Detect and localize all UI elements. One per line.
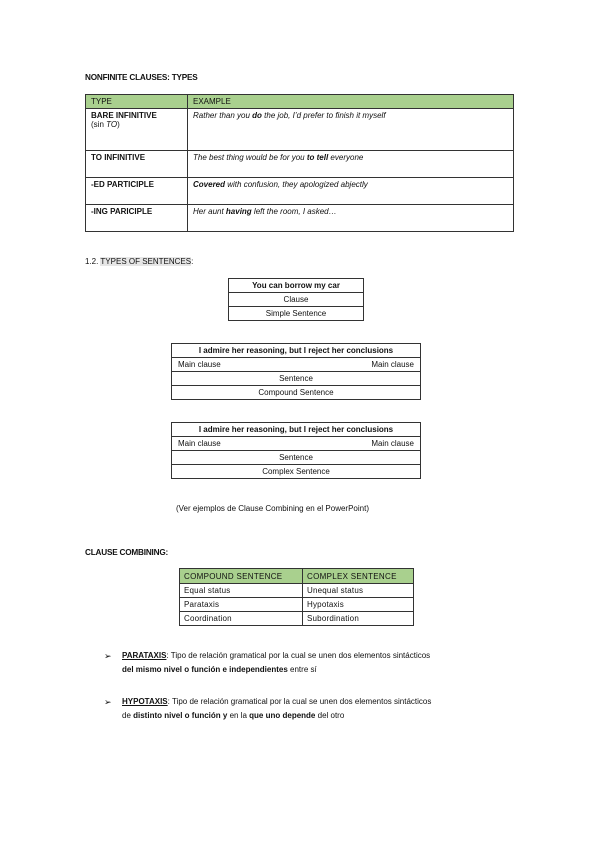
clause-row	[172, 358, 421, 372]
type-note: (sin TO)	[91, 120, 120, 129]
table-cell: Unequal status	[303, 584, 414, 598]
parataxis-term: PARATAXIS	[122, 651, 167, 660]
section-title-types-of-sentences: 1.2. TYPES OF SENTENCES:	[85, 257, 194, 266]
right-clause-label: Main clause	[371, 439, 414, 448]
section-title-clause-combining: CLAUSE COMBINING:	[85, 548, 169, 557]
table-row	[180, 598, 414, 612]
type-label: BARE INFINITIVE	[91, 111, 157, 120]
table-cell: Subordination	[303, 612, 414, 626]
bullet-hypotaxis	[104, 695, 112, 710]
table-row	[86, 151, 514, 178]
example-sentence: I admire her reasoning, but I reject her conclusions	[172, 423, 421, 437]
example-cell: The best thing would be for you to tell everyone	[188, 151, 514, 178]
table-row	[86, 109, 514, 151]
column-header-type: TYPE	[86, 95, 188, 109]
table-cell: Coordination	[180, 612, 303, 626]
arrow-bullet-icon: ➢	[104, 651, 112, 661]
sentence-label: Sentence	[172, 451, 421, 465]
clause-combining-table	[179, 568, 414, 626]
parataxis-definition: PARATAXIS: Tipo de relación gramatical por la cual se unen dos elementos sintácticos del mismo nivel o función e independientes entre sí	[122, 651, 431, 674]
right-clause-label: Main clause	[371, 360, 414, 369]
arrow-bullet-icon: ➢	[104, 697, 112, 707]
left-clause-label: Main clause	[178, 439, 221, 448]
sentence-type-label: Compound Sentence	[172, 386, 421, 400]
type-cell: -ED PARTICIPLE	[86, 178, 188, 205]
table-row	[180, 584, 414, 598]
table-row	[86, 205, 514, 232]
type-cell: -ING PARICIPLE	[86, 205, 188, 232]
sentence-type-label: Simple Sentence	[229, 307, 364, 321]
example-cell: Rather than you do the job, I’d prefer to finish it myself	[188, 109, 514, 151]
sentence-label: Sentence	[172, 372, 421, 386]
powerpoint-note: (Ver ejemplos de Clause Combining en el PowerPoint)	[176, 504, 369, 513]
column-header-compound: COMPOUND SENTENCE	[180, 569, 303, 584]
table-header-row	[180, 569, 414, 584]
section-title-nonfinite: NONFINITE CLAUSES: TYPES	[85, 73, 198, 82]
type-cell	[86, 109, 188, 151]
left-clause-label: Main clause	[178, 360, 221, 369]
type-cell: TO INFINITIVE	[86, 151, 188, 178]
table-cell: Equal status	[180, 584, 303, 598]
table-row	[180, 612, 414, 626]
table-cell: Hypotaxis	[303, 598, 414, 612]
simple-sentence-diagram	[228, 278, 364, 321]
hypotaxis-definition: HYPOTAXIS: Tipo de relación gramatical por la cual se unen dos elementos sintácticos de distinto nivel o función y en la que uno depende del otro	[122, 697, 432, 720]
table-row	[86, 178, 514, 205]
nonfinite-types-table	[85, 94, 514, 232]
column-header-example: EXAMPLE	[188, 95, 514, 109]
hypotaxis-term: HYPOTAXIS	[122, 697, 168, 706]
complex-sentence-diagram	[171, 422, 421, 479]
table-cell: Parataxis	[180, 598, 303, 612]
table-header-row	[86, 95, 514, 109]
clause-row	[172, 437, 421, 451]
sentence-type-label: Complex Sentence	[172, 465, 421, 479]
example-sentence: You can borrow my car	[229, 279, 364, 293]
compound-sentence-diagram	[171, 343, 421, 400]
example-cell: Covered with confusion, they apologized abjectly	[188, 178, 514, 205]
column-header-complex: COMPLEX SENTENCE	[303, 569, 414, 584]
example-sentence: I admire her reasoning, but I reject her conclusions	[172, 344, 421, 358]
example-cell: Her aunt having left the room, I asked…	[188, 205, 514, 232]
bullet-parataxis	[104, 649, 112, 664]
clause-label: Clause	[229, 293, 364, 307]
